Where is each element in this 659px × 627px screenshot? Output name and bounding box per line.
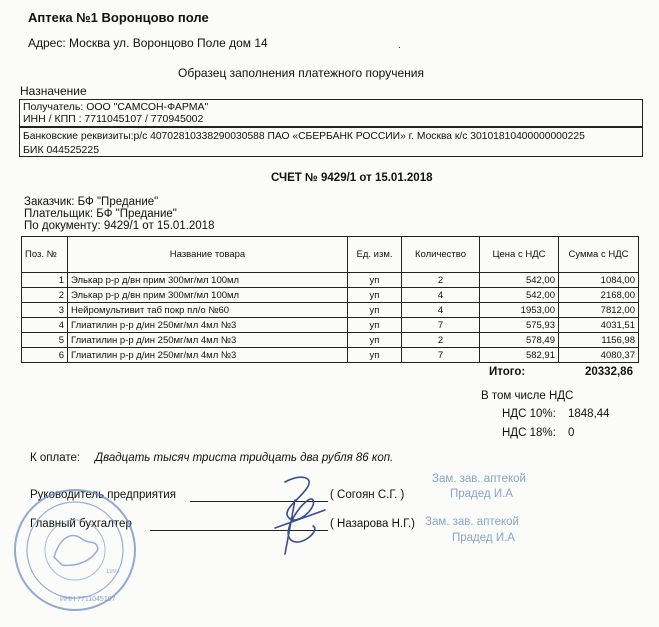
- bank-details: Банковские реквизиты:р/с 40702810338290030588 ПАО «СБЕРБАНК РОССИИ» г. Москва к/с 30101810400000000225: [23, 131, 585, 142]
- cell-unit: уп: [348, 288, 402, 303]
- seal-year-text: 1993: [106, 569, 120, 575]
- invoice-payer: Плательщик: БФ "Предание": [24, 208, 177, 220]
- deputy-stamp-2-line1: Зам. зав. аптекой: [425, 516, 519, 528]
- column-header: Название товара: [68, 237, 348, 273]
- vat-including-label: В том числе НДС: [481, 390, 574, 402]
- column-header: Цена с НДС: [480, 237, 559, 273]
- total-value: 20332,86: [585, 366, 633, 378]
- cell-position: 4: [22, 318, 68, 333]
- cell-unit: уп: [348, 348, 402, 363]
- payment-label: К оплате:: [30, 452, 81, 464]
- cell-unit: уп: [348, 333, 402, 348]
- cell-position: 5: [22, 333, 68, 348]
- table-header-row: [22, 237, 639, 273]
- cell-product: Элькар р-р д/вн прим 300мг/мл 100мл: [68, 288, 348, 303]
- vat10-value: 1848,44: [568, 408, 610, 420]
- bank-details-box: [19, 127, 643, 157]
- cell-quantity: 7: [402, 348, 480, 363]
- deputy-stamp-2-line2: Прадед И.А: [452, 532, 515, 544]
- cell-price: 578,49: [480, 333, 559, 348]
- cell-quantity: 2: [402, 273, 480, 288]
- director-name: ( Согоян С.Г. ): [330, 489, 405, 501]
- vat10-label: НДС 10%:: [502, 408, 556, 420]
- recipient-inn-kpp: ИНН / КПП : 7711045107 / 770945002: [23, 113, 204, 125]
- cell-quantity: 4: [402, 303, 480, 318]
- deputy-stamp-1-line2: Прадед И.А: [450, 488, 513, 500]
- cell-product: Глиатилин р-р д/ин 250мг/мл 4мл №3: [68, 348, 348, 363]
- cell-sum: 7812,00: [559, 303, 639, 318]
- cell-price: 542,00: [480, 273, 559, 288]
- cell-sum: 1156,98: [559, 333, 639, 348]
- purpose-label: Назначение: [20, 84, 87, 98]
- cell-price: 1953,00: [480, 303, 559, 318]
- cell-position: 2: [22, 288, 68, 303]
- accountant-label: Главный бухгалтер: [30, 518, 132, 530]
- cell-sum: 4031,51: [559, 318, 639, 333]
- cell-price: 575,93: [480, 318, 559, 333]
- cell-unit: уп: [348, 303, 402, 318]
- accountant-name: ( Назарова Н.Г.): [330, 518, 415, 530]
- pharmacy-address: Адрес: Москва ул. Воронцово Поле дом 14: [28, 36, 268, 50]
- stray-dot: .: [398, 40, 401, 51]
- vat18-label: НДС 18%:: [502, 427, 556, 439]
- cell-product: Нейромультивит таб покр пл/о №60: [68, 303, 348, 318]
- column-header: Поз. №: [22, 237, 68, 273]
- cell-product: Элькар р-р д/вн прим 300мг/мл 100мл: [68, 273, 348, 288]
- seal-inn-text: ИНН 7711045107: [60, 596, 116, 603]
- column-header: Сумма с НДС: [559, 237, 639, 273]
- cell-sum: 2168,00: [559, 288, 639, 303]
- handwritten-signature: [255, 470, 345, 558]
- invoice-title: СЧЕТ № 9429/1 от 15.01.2018: [271, 172, 433, 184]
- invoice-customer: Заказчик: БФ "Предание": [24, 196, 159, 208]
- table-row: [22, 333, 639, 348]
- table-row: [22, 318, 639, 333]
- table-row: [22, 303, 639, 318]
- cell-position: 6: [22, 348, 68, 363]
- deputy-stamp-1-line1: Зам. зав. аптекой: [432, 473, 526, 485]
- director-label: Руководитель предприятия: [30, 489, 176, 501]
- table-row: [22, 288, 639, 303]
- table-row: [22, 348, 639, 363]
- cell-price: 542,00: [480, 288, 559, 303]
- recipient-name: Получатель: ООО "САМСОН-ФАРМА": [23, 101, 209, 113]
- cell-product: Глиатилин р-р д/ин 250мг/мл 4мл №3: [68, 318, 348, 333]
- column-header: Ед. изм.: [348, 237, 402, 273]
- cell-position: 3: [22, 303, 68, 318]
- cell-quantity: 4: [402, 288, 480, 303]
- cell-quantity: 7: [402, 318, 480, 333]
- cell-unit: уп: [348, 273, 402, 288]
- bank-bik: БИК 044525225: [23, 144, 100, 156]
- total-label: Итого:: [489, 366, 526, 378]
- cell-sum: 4080,37: [559, 348, 639, 363]
- pharmacy-name: Аптека №1 Воронцово поле: [28, 10, 209, 25]
- table-row: [22, 273, 639, 288]
- cell-quantity: 2: [402, 333, 480, 348]
- cell-position: 1: [22, 273, 68, 288]
- cell-product: Глиатилин р-р д/ин 250мг/мл 4мл №3: [68, 333, 348, 348]
- invoice-document: По документу: 9429/1 от 15.01.2018: [24, 220, 215, 232]
- company-seal: [12, 487, 138, 613]
- payment-amount-words: Двадцать тысяч триста тридцать два рубля 86 коп.: [95, 452, 394, 464]
- payment-sample-title: Образец заполнения платежного поручения: [178, 66, 424, 80]
- column-header: Количество: [402, 237, 480, 273]
- cell-price: 582,91: [480, 348, 559, 363]
- cell-unit: уп: [348, 318, 402, 333]
- cell-sum: 1084,00: [559, 273, 639, 288]
- recipient-box: [19, 99, 643, 127]
- vat18-value: 0: [568, 427, 575, 439]
- items-table: [21, 236, 639, 363]
